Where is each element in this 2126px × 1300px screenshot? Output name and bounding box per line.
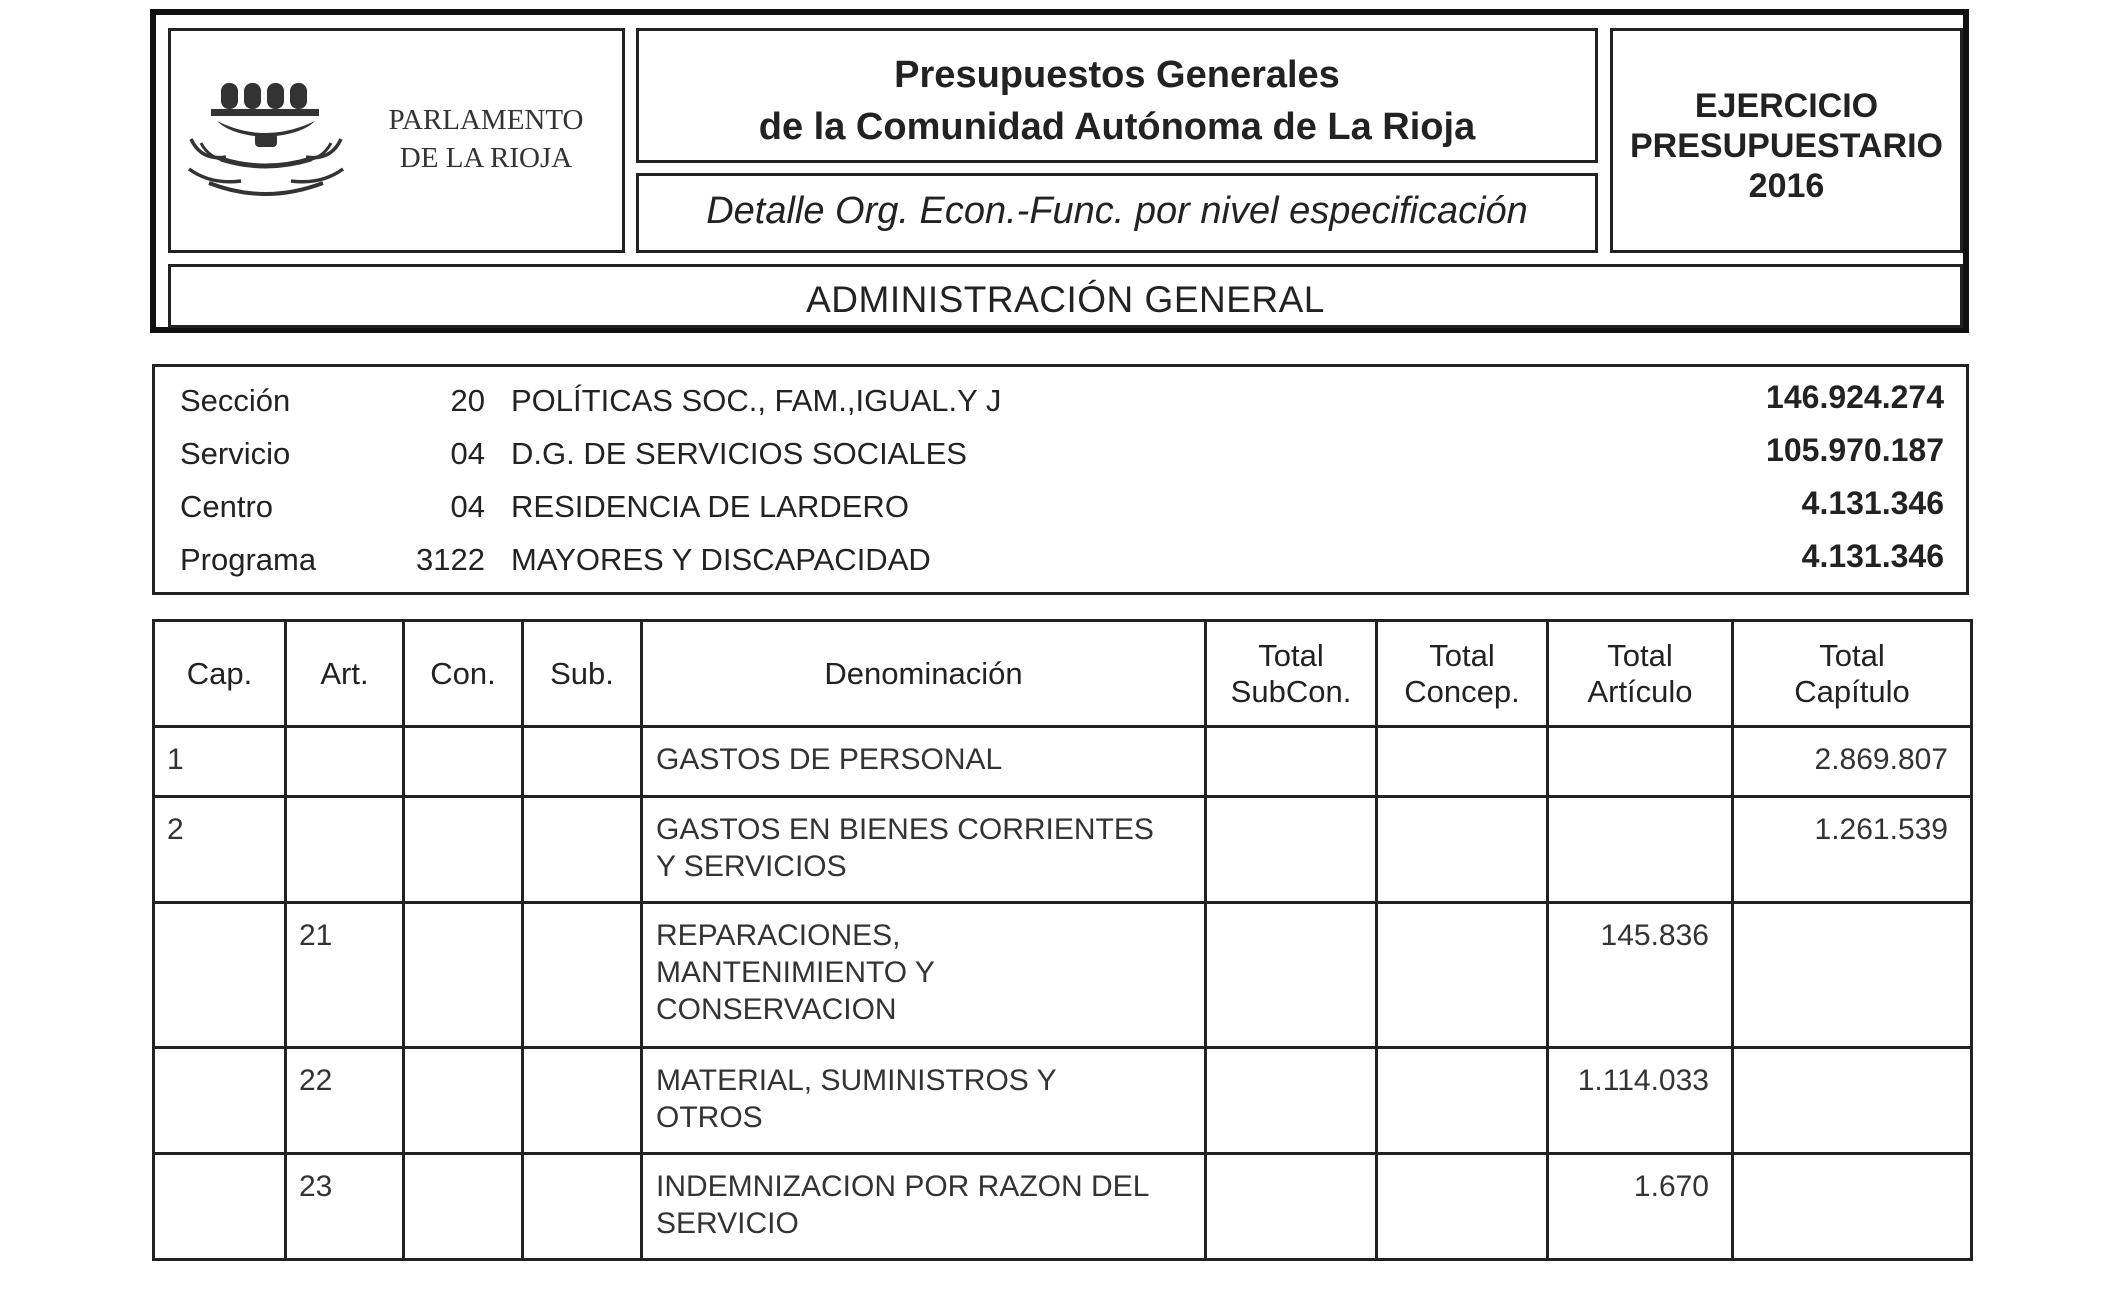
cell-total-subcon (1206, 797, 1377, 903)
denominacion-line: MANTENIMIENTO Y (656, 956, 935, 989)
cell-sub (523, 903, 642, 1048)
cell-sub (523, 797, 642, 903)
cell-con (404, 727, 523, 797)
header-line: Total (1819, 637, 1885, 673)
year-line-2: PRESUPUESTARIO (1630, 127, 1943, 165)
cell-cap (154, 1048, 286, 1154)
cell-cap: 2 (154, 797, 286, 903)
cell-cap (154, 1154, 286, 1260)
cell-total-subcon (1206, 1048, 1377, 1154)
cell-total-articulo: 1.114.033 (1548, 1048, 1733, 1154)
column-header-total-concep (1377, 621, 1548, 727)
denominacion-line: GASTOS EN BIENES CORRIENTES (656, 813, 1154, 846)
cell-con (404, 1154, 523, 1260)
info-name: MAYORES Y DISCAPACIDAD (511, 542, 931, 577)
cell-denominacion (642, 903, 1206, 1048)
year-line-3: 2016 (1748, 167, 1825, 205)
info-row-programa (155, 538, 1966, 582)
info-name: POLÍTICAS SOC., FAM.,IGUAL.Y J (511, 383, 1002, 418)
info-row-centro (155, 485, 1966, 529)
table-row (154, 1154, 1972, 1260)
info-name: RESIDENCIA DE LARDERO (511, 489, 909, 524)
parliament-emblem-icon (181, 69, 361, 219)
cell-art (286, 797, 404, 903)
column-header-total-capitulo (1733, 621, 1972, 727)
cell-art (286, 727, 404, 797)
denominacion-line: CONSERVACION (656, 993, 897, 1026)
column-header-art: Art. (286, 621, 404, 727)
denominacion-line: OTROS (656, 1101, 763, 1134)
column-header-denominacion: Denominación (642, 621, 1206, 727)
table-header-row (154, 621, 1972, 727)
header-line: SubCon. (1230, 673, 1352, 709)
cell-sub (523, 727, 642, 797)
title-panel (636, 28, 1598, 163)
column-header-total-articulo (1548, 621, 1733, 727)
logo-line-2: DE LA RIOJA (399, 142, 573, 174)
info-code: 04 (450, 436, 485, 471)
cell-cap (154, 903, 286, 1048)
table-row (154, 903, 1972, 1048)
denominacion-line: SERVICIO (656, 1207, 799, 1240)
year-line-1: EJERCICIO (1694, 87, 1879, 125)
administration-panel (168, 264, 1963, 328)
info-code: 3122 (416, 542, 485, 577)
fiscal-year (1613, 86, 1960, 206)
info-label: Sección (180, 383, 291, 418)
cell-total-concep (1377, 1154, 1548, 1260)
cell-total-articulo (1548, 727, 1733, 797)
cell-total-articulo: 1.670 (1548, 1154, 1733, 1260)
cell-total-subcon (1206, 903, 1377, 1048)
column-header-sub: Sub. (523, 621, 642, 727)
header-line: Total (1607, 637, 1673, 673)
header-line: Artículo (1587, 673, 1693, 709)
cell-total-concep (1377, 903, 1548, 1048)
administration-title: ADMINISTRACIÓN GENERAL (806, 279, 1325, 320)
info-label: Servicio (180, 436, 291, 471)
info-row-servicio (155, 432, 1966, 476)
info-label: Programa (180, 542, 317, 577)
denominacion-line: Y SERVICIOS (656, 850, 847, 883)
denominacion-line: GASTOS DE PERSONAL (656, 743, 1003, 776)
column-header-cap: Cap. (154, 621, 286, 727)
budget-classification (152, 364, 1969, 595)
column-header-total-subcon (1206, 621, 1377, 727)
denominacion-line: INDEMNIZACION POR RAZON DEL (656, 1170, 1150, 1203)
cell-total-articulo (1548, 797, 1733, 903)
cell-total-concep (1377, 797, 1548, 903)
cell-con (404, 797, 523, 903)
title-line-1: Presupuestos Generales (894, 54, 1340, 96)
cell-total-capitulo (1733, 903, 1972, 1048)
cell-denominacion (642, 727, 1206, 797)
info-name: D.G. DE SERVICIOS SOCIALES (511, 436, 967, 471)
cell-total-concep (1377, 1048, 1548, 1154)
table-row (154, 727, 1972, 797)
column-header-con: Con. (404, 621, 523, 727)
logo-panel (168, 28, 625, 253)
info-code: 20 (450, 383, 485, 418)
info-code: 04 (450, 489, 485, 524)
cell-art: 21 (286, 903, 404, 1048)
subtitle-panel (636, 173, 1598, 253)
cell-sub (523, 1048, 642, 1154)
document-subtitle: Detalle Org. Econ.-Func. por nivel especificación (706, 190, 1528, 232)
cell-art: 22 (286, 1048, 404, 1154)
cell-art: 23 (286, 1154, 404, 1260)
cell-con (404, 903, 523, 1048)
logo-line-1: PARLAMENTO (388, 104, 584, 136)
cell-sub (523, 1154, 642, 1260)
info-amount: 105.970.187 (1766, 432, 1944, 468)
info-label: Centro (180, 489, 274, 524)
denominacion-line: MATERIAL, SUMINISTROS Y (656, 1064, 1057, 1097)
title-line-2: de la Comunidad Autónoma de La Rioja (758, 106, 1476, 148)
cell-total-concep (1377, 727, 1548, 797)
table-row (154, 797, 1972, 903)
denominacion-line: REPARACIONES, (656, 919, 901, 952)
budget-detail-table (152, 619, 1973, 1261)
cell-cap: 1 (154, 727, 286, 797)
cell-total-capitulo (1733, 1048, 1972, 1154)
info-amount: 146.924.274 (1766, 379, 1944, 415)
info-row-seccion (155, 379, 1966, 423)
cell-denominacion (642, 1154, 1206, 1260)
cell-total-subcon (1206, 727, 1377, 797)
header-line: Total (1429, 637, 1495, 673)
cell-denominacion (642, 1048, 1206, 1154)
document-header (150, 9, 1969, 333)
cell-denominacion (642, 797, 1206, 903)
cell-total-capitulo (1733, 1154, 1972, 1260)
cell-con (404, 1048, 523, 1154)
document-title (639, 49, 1595, 153)
logo-text (366, 101, 606, 177)
header-line: Concep. (1404, 673, 1520, 709)
header-line: Capítulo (1794, 673, 1910, 709)
cell-total-capitulo: 2.869.807 (1733, 727, 1972, 797)
header-line: Total (1258, 637, 1324, 673)
cell-total-articulo: 145.836 (1548, 903, 1733, 1048)
table-row (154, 1048, 1972, 1154)
fiscal-year-panel (1610, 28, 1963, 253)
cell-total-capitulo: 1.261.539 (1733, 797, 1972, 903)
cell-total-subcon (1206, 1154, 1377, 1260)
info-amount: 4.131.346 (1801, 538, 1944, 574)
info-amount: 4.131.346 (1801, 485, 1944, 521)
